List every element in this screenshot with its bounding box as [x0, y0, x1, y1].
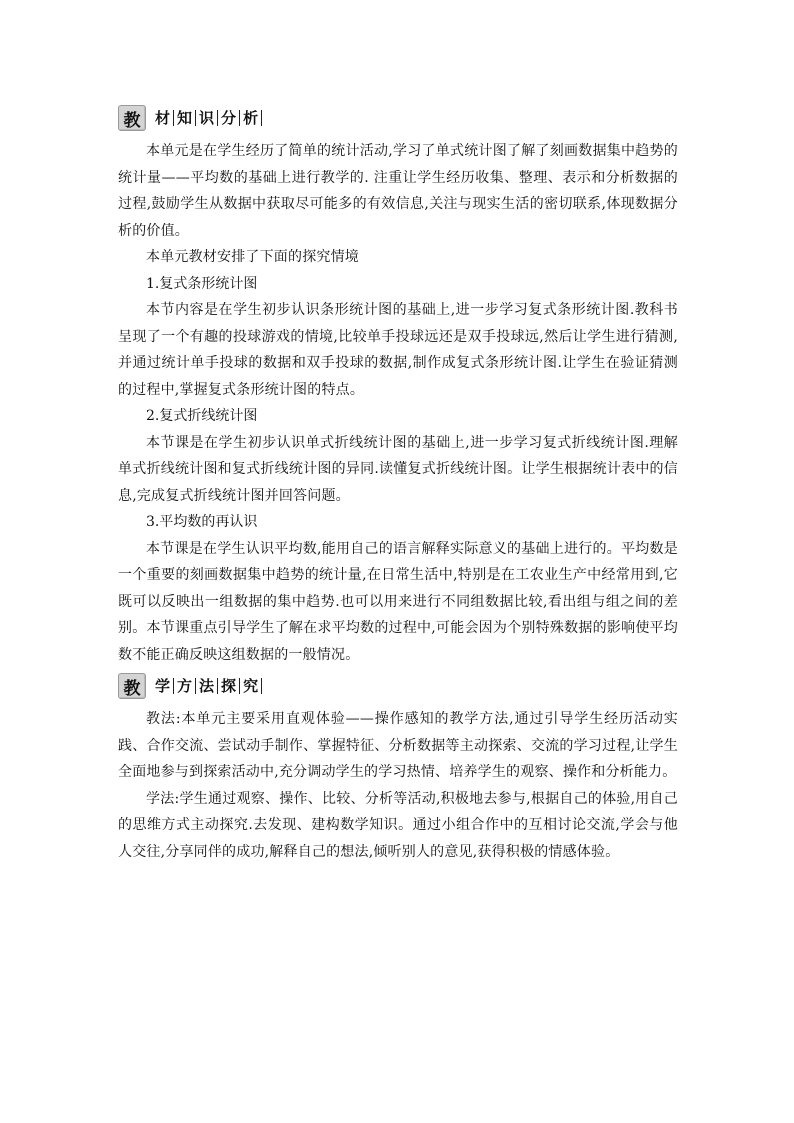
- learning-method-paragraph: 学法:学生通过观察、操作、比较、分析等活动,积极地去参与,根据自己的体验,用自己的思维方式主动探究.去发现、建构数学知识。通过小组合作中的互相讨论交流,学会与他人交往,分享同伴的成功,解释自己的想法,倾听别人的意见,获得积极的情感体验。: [118, 790, 678, 860]
- teaching-method-paragraph: 教法:本单元主要采用直观体验——操作感知的教学方法,通过引导学生经历活动实践、合作交流、尝试动手制作、掌握特征、分析数据等主动探索、交流的学习过程,让学生全面地参与到探索活动中,充分调动学生的学习热情、培养学生的观察、操作和分析能力。: [118, 711, 678, 780]
- document-page: [118, 104, 678, 865]
- section-title-char: 学: [152, 678, 174, 694]
- item-heading: 1.复式条形统计图: [146, 275, 258, 292]
- item-body: 本节课是在学生认识平均数,能用自己的语言解释实际意义的基础上进行的。平均数是一个重要的刻画数据集中趋势的统计量,在日常生活中,特别是在工农业生产中经常用到,它既可以反映出一组数据的集中趋势.也可以用来进行不同组数据比较,看出组与组之间的差别。本节课重点引导学生了解在求平均数的过程中,可能会因为个别特殊数据的影响使平均数不能正确反映这组数据的一般情况。: [118, 540, 678, 663]
- intro-paragraph: 本单元是在学生经历了简单的统计活动,学习了单式统计图了解了刻画数据集中趋势的统计量——平均数的基础上进行教学的. 注重让学生经历收集、整理、表示和分析数据的过程,鼓励学生从数据中获取尽可能多的有效信息,关注与现实生活的密切联系,体现数据分析的价值。: [118, 143, 678, 239]
- item-heading: 2.复式折线统计图: [146, 408, 258, 424]
- item-body: 本节课是在学生初步认识单式折线统计图的基础上,进一步学习复式折线统计图.理解单式折线统计图和复式折线统计图的异同.读懂复式折线统计图。让学生根据统计表中的信息,完成复式折线统计图并回答问题。: [118, 434, 678, 504]
- section-badge: 教: [118, 105, 146, 131]
- section-title-char: 究: [240, 678, 262, 694]
- section-title-char: 材: [152, 110, 174, 126]
- section-title: [152, 678, 262, 694]
- section-badge: 教: [118, 673, 146, 699]
- section-title-char: 方: [174, 678, 196, 694]
- section-title-char: 分: [218, 110, 240, 126]
- section-title-char: 析: [240, 110, 262, 126]
- section-title: [152, 110, 262, 126]
- section-title-char: 探: [218, 678, 240, 694]
- section-header-teaching-methods: [118, 672, 678, 700]
- item-body: 本节内容是在学生初步认识条形统计图的基础上,进一步学习复式条形统计图.教科书呈现了一个有趣的投球游戏的情境,比较单手投球远还是双手投球远,然后让学生进行猜测,并通过统计单手投球的数据和双手投球的数据,制作成复式条形统计图.让学生在验证猜测的过程中,掌握复式条形统计图的特点。: [118, 302, 678, 398]
- lead-paragraph: 本单元教材安排了下面的探究情境: [146, 249, 359, 265]
- section-title-char: 法: [196, 678, 218, 694]
- section-title-char: 识: [196, 110, 218, 126]
- section-title-char: 知: [174, 110, 196, 126]
- section-header-textbook-analysis: [118, 104, 678, 132]
- item-heading: 3.平均数的再认识: [146, 514, 258, 530]
